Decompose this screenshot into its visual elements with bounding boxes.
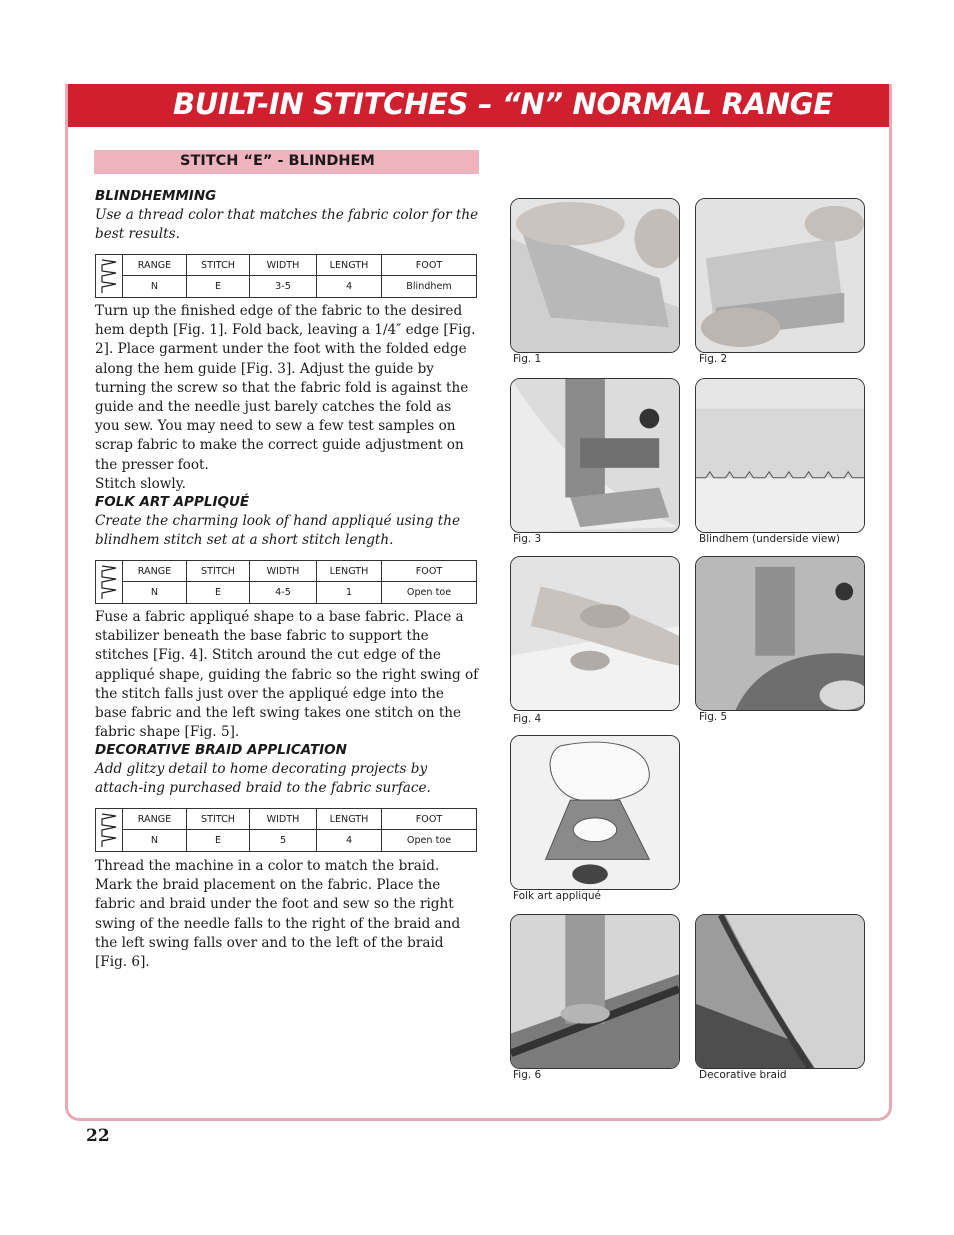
blindhemming-body-last: Stitch slowly. (95, 475, 186, 492)
folk-art-intro: Create the charming look of hand appliqué using the blindhem stitch set at a short stitch length. (95, 513, 461, 549)
header-range: RANGE (123, 255, 187, 276)
page-title: BUILT-IN STITCHES – “N” NORMAL RANGE (173, 87, 833, 121)
header-foot: FOOT (382, 561, 476, 582)
value-range: N (123, 830, 187, 851)
settings-grid (123, 255, 476, 297)
fig-4-photo (510, 556, 680, 711)
value-range: N (123, 276, 187, 297)
section-title: STITCH “E” - BLINDHEM (180, 153, 375, 169)
header-length: LENGTH (317, 561, 382, 582)
fig-2-caption: Fig. 2 (699, 353, 728, 365)
folk-art-caption: Folk art appliqué (513, 890, 602, 902)
blindhem-caption: Blindhem (underside view) (699, 533, 841, 545)
blindhem-stitch-icon (96, 809, 123, 851)
header-foot: FOOT (382, 255, 476, 276)
braid-body-first: Thread the machine in a color to match the braid. (95, 858, 440, 874)
value-stitch: E (187, 830, 250, 851)
header-width: WIDTH (250, 561, 317, 582)
fig-6-caption: Fig. 6 (513, 1069, 542, 1081)
braid-caption: Decorative braid (699, 1069, 787, 1081)
blindhemming-body: Turn up the finished edge of the fabric to the desired hem depth [Fig. 1]. Fold back, leaving a 1/4″ edge [Fig. 2]. Place garment under the foot with the folded edge along the hem guide [Fig. 3]. Adjust the guide by turning the screw so that the fabric fold is against the guide and the needle just barely catches the fold as you sew. You may need to sew a few test samples on scrap fabric to make the correct guide adjustment on the presser foot. (95, 303, 476, 473)
folk-art-settings-table (95, 560, 477, 604)
value-length: 1 (317, 582, 382, 603)
fig-3-photo (510, 378, 680, 533)
header-stitch: STITCH (187, 809, 250, 830)
header-width: WIDTH (250, 255, 317, 276)
folk-art-intro-block (95, 493, 479, 550)
blindhem-underside-photo (695, 378, 865, 533)
folk-art-body-block (95, 608, 479, 742)
settings-grid (123, 561, 476, 603)
value-foot: Open toe (406, 835, 452, 846)
blindhemming-body-block (95, 302, 479, 494)
blindhemming-intro-block (95, 187, 479, 244)
braid-settings-table (95, 808, 477, 852)
value-width: 5 (250, 830, 317, 851)
value-stitch: E (187, 582, 250, 603)
header-width: WIDTH (250, 809, 317, 830)
value-width: 4-5 (250, 582, 317, 603)
blindhemming-intro: Use a thread color that matches the fabric color for the best results. (95, 207, 479, 243)
braid-intro-block (95, 741, 479, 798)
fig-3-caption: Fig. 3 (513, 533, 542, 545)
fig-6-photo (510, 914, 680, 1069)
blindhemming-settings-table (95, 254, 477, 298)
value-foot: Open toe (406, 587, 452, 598)
header-stitch: STITCH (187, 255, 250, 276)
blindhem-stitch-icon (96, 255, 123, 297)
blindhem-stitch-icon (96, 561, 123, 603)
braid-heading: DECORATIVE BRAID APPLICATION (95, 742, 347, 758)
fig-5-photo (695, 556, 865, 711)
folk-art-body: Fuse a fabric appliqué shape to a base fabric. Place a stabilizer beneath the base fabric to support the stitches [Fig. 4]. Stitch around the cut edge of the appliqué shape, guiding the fabric so the right swing of the stitch falls just over the appliqué edge into the base fabric and the left swing takes one stitch on the fabric shape [Fig. 5]. (95, 609, 479, 741)
header-length: LENGTH (317, 255, 382, 276)
header-range: RANGE (123, 561, 187, 582)
header-stitch: STITCH (187, 561, 250, 582)
braid-intro: Add glitzy detail to home decorating projects by attach-ing purchased braid to the fabric surface. (95, 761, 431, 797)
folk-art-applique-photo (510, 735, 680, 890)
fig-4-caption: Fig. 4 (513, 713, 542, 725)
page-number: 22 (86, 1126, 110, 1146)
value-stitch: E (187, 276, 250, 297)
settings-grid (123, 809, 476, 851)
blindhemming-heading: BLINDHEMMING (95, 188, 217, 204)
value-foot: Blindhem (406, 281, 452, 292)
value-range: N (123, 582, 187, 603)
header-length: LENGTH (317, 809, 382, 830)
fig-1-caption: Fig. 1 (513, 353, 542, 365)
value-width: 3-5 (250, 276, 317, 297)
fig-5-caption: Fig. 5 (699, 711, 728, 723)
folk-art-heading: FOLK ART APPLIQUÉ (95, 494, 250, 510)
section-bar (94, 150, 479, 174)
header-range: RANGE (123, 809, 187, 830)
decorative-braid-photo (695, 914, 865, 1069)
header-foot: FOOT (382, 809, 476, 830)
fig-2-photo (695, 198, 865, 353)
value-length: 4 (317, 276, 382, 297)
braid-body-block (95, 857, 479, 972)
fig-1-photo (510, 198, 680, 353)
value-length: 4 (317, 830, 382, 851)
braid-body: Mark the braid placement on the fabric. Place the fabric and braid under the foot and sew so the right swing of the needle falls to the right of the braid and the left swing falls over and to the left of the braid [Fig. 6]. (95, 877, 461, 971)
